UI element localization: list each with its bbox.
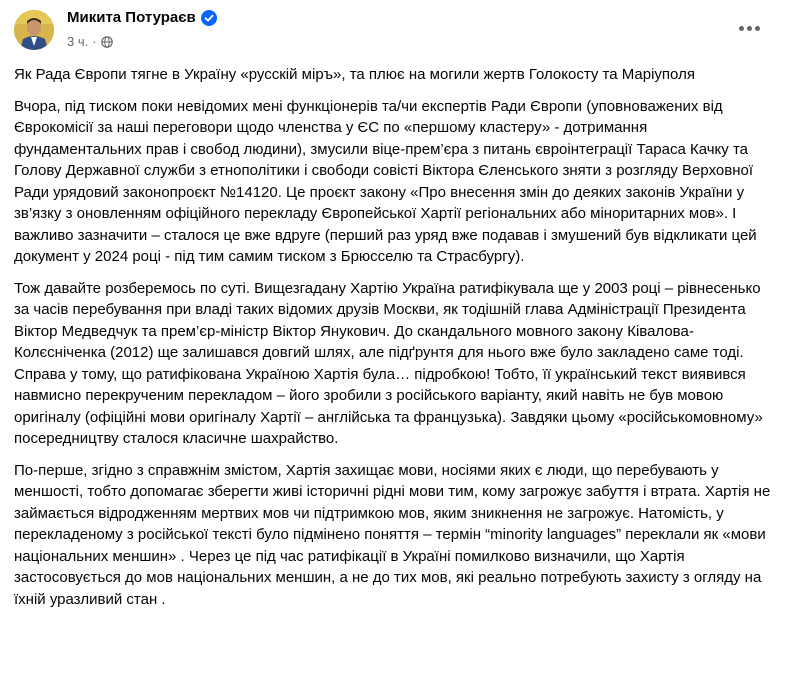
- post-header: [0, 0, 785, 60]
- post-title: Як Рада Європи тягне в Україну «русскій міръ», та плює на могили жертв Голокосту та Маріуполя: [14, 66, 695, 83]
- post-paragraph: Тож давайте розберемось по суті. Вищезгадану Хартію Україна ратифікувала ще у 2003 році – рівнесенько за часів перебування при владі таких відомих друзів Москви, як тодішній глава Адміністрації Президента Віктор Медведчук та прем’єр-міністр Віктор Янукович. До скандального мовного закону Ківалова-Колєсніченка (2012) ще залишався довгий шлях, але підґрунтя для нього вже було закладено саме тоді.: [14, 279, 761, 361]
- author-name[interactable]: Микита Потураєв: [67, 9, 196, 26]
- author-name-line: [67, 9, 217, 26]
- globe-icon[interactable]: [101, 36, 113, 48]
- verified-badge-icon: [201, 10, 217, 26]
- more-options-icon[interactable]: [735, 18, 763, 38]
- post-content: [14, 64, 774, 610]
- post-paragraph: Справа у тому, що ратифікована Україною Хартія була… підробкою! Тобто, її український текст виявився навмисно перекрученим перекладом – його зробили з російського варіанту, який навіть не був мовою оригіналу (офіційні мови оригіналу Хартії – англійська та французька). Завдяки цьому «російськомовному» посередництву сталося класичне шахрайство.: [14, 365, 763, 447]
- post-timestamp[interactable]: 3 ч.: [67, 34, 89, 49]
- post-paragraph: По-перше, згідно з справжнім змістом, Хартія захищає мови, носіями яких є люди, що перебувають у меншості, тобто допомагає зберегти живі історичні рідні мови тим, кому загрожує забуття і втрата. Хартія не займається відродженням мертвих мов чи підтримкою мов, яким зникнення не загрожує. Натомість, у перекладеному з російської тексті було підмінено поняття – термін “minority languages” переклали як «мови національних меншин» . Через це під час ратифікації в Україні помилково визначили, що Хартія застосовується до мов національних меншин, а не до тих мов, які реально потребують захисту з огляду на їхній уразливий стан .: [14, 461, 771, 608]
- post-paragraph: Вчора, під тиском поки невідомих мені функціонерів та/чи експертів Ради Європи (уповноважених від Єврокомісії за наші переговори щодо членства у ЄС по «першому кластеру» - дотримання фундаментальних прав і свобод людини), змусили віце-прем’єра з питань євроінтеграції Тараса Качку та Голову Державної служби з етнополітики і свободи совісті Віктора Єленського зняти з розгляду Верховної Ради урядовий законопроєкт №14120. Це проєкт закону «Про внесення змін до деяких законів України у зв’язку з оновленням офіційного перекладу Європейської Хартії регіональних або міноритарних мов». І важливо зазначити – сталося це вже вдруге (перший раз уряд вже подавав і змушений був відкликати цей документ у 2024 році - під тим самим тиском з Брюсселю та Страсбургу).: [14, 97, 757, 265]
- author-avatar[interactable]: [14, 10, 54, 50]
- post-meta: [67, 34, 113, 49]
- meta-separator: ·: [92, 34, 97, 49]
